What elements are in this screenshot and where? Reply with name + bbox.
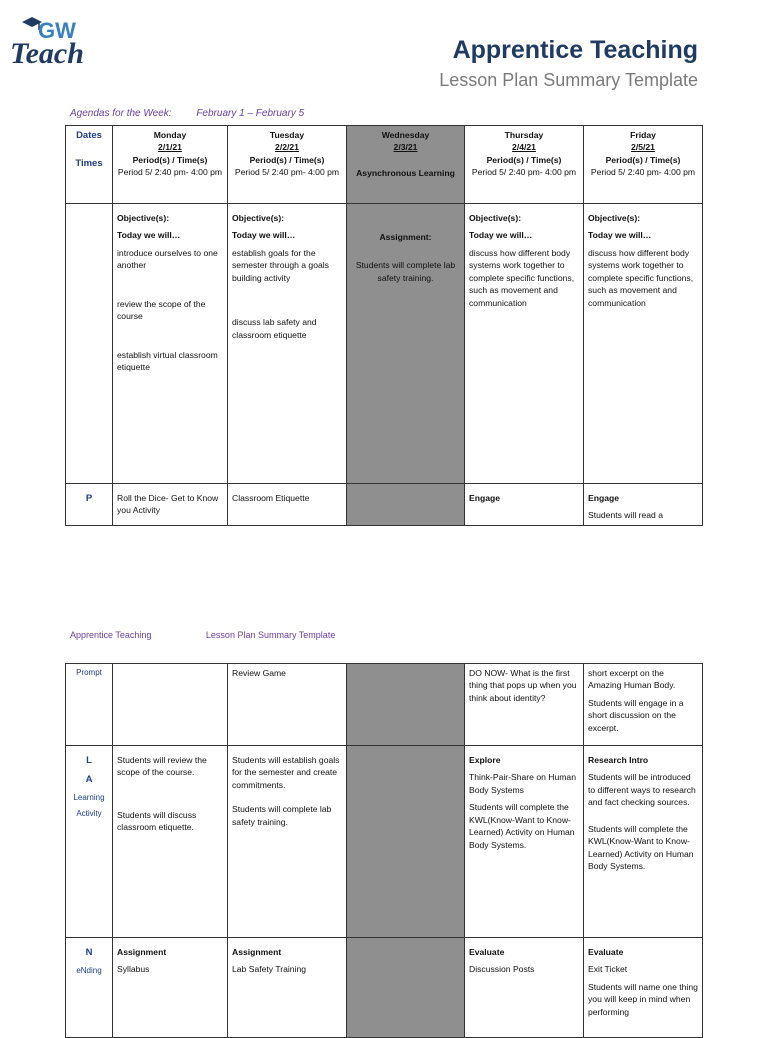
n-friday: Evaluate Exit Ticket Students will name one thing you will keep in mind when performing [584, 938, 703, 1038]
la-wednesday [347, 746, 465, 938]
n-wednesday [347, 938, 465, 1038]
table-row [66, 204, 703, 484]
n-monday: Assignment Syllabus [113, 938, 228, 1038]
prompt-row-label: Prompt [66, 664, 113, 746]
p-friday: Engage Students will read a [584, 484, 703, 526]
gw-teach-logo [8, 8, 104, 68]
prompt-tuesday: Review Game [228, 664, 347, 746]
lesson-plan-table-2 [65, 663, 703, 1038]
p-monday: Roll the Dice- Get to Know you Activity [113, 484, 228, 526]
table-row [66, 938, 703, 1038]
tuesday-objectives: Objective(s): Today we will… establish goals for the semester through a goals building activity discuss lab safety and classroom etiquette [228, 204, 347, 484]
table-row [66, 746, 703, 938]
p-row-label: P [66, 484, 113, 526]
n-thursday: Evaluate Discussion Posts [465, 938, 584, 1038]
thursday-objectives: Objective(s): Today we will… discuss how different body systems work together to complete specific functions, such as movement and communication [465, 204, 584, 484]
wednesday-header: Wednesday 2/3/21 Asynchronous Learning [347, 126, 465, 204]
la-thursday: Explore Think-Pair-Share on Human Body Systems Students will complete the KWL(Know-Want to Know-Learned) Activity on Human Body Systems. [465, 746, 584, 938]
p-wednesday [347, 484, 465, 526]
wednesday-objectives: Assignment: Students will complete lab safety training. [347, 204, 465, 484]
monday-header: Monday 2/1/21 Period(s) / Time(s) Period 5/ 2:40 pm- 4:00 pm [113, 126, 228, 204]
lesson-plan-table-1 [65, 125, 703, 526]
agenda-range: February 1 – February 5 [196, 108, 305, 119]
objective-row-label [66, 204, 113, 484]
la-monday: Students will review the scope of the course. Students will discuss classroom etiquette. [113, 746, 228, 938]
n-tuesday: Assignment Lab Safety Training [228, 938, 347, 1038]
la-tuesday: Students will establish goals for the semester and create commitments. Students will complete lab safety training. [228, 746, 347, 938]
page-title: Apprentice Teaching [452, 36, 698, 64]
p-tuesday: Classroom Etiquette [228, 484, 347, 526]
thursday-header: Thursday 2/4/21 Period(s) / Time(s) Period 5/ 2:40 pm- 4:00 pm [465, 126, 584, 204]
tuesday-header: Tuesday 2/2/21 Period(s) / Time(s) Period 5/ 2:40 pm- 4:00 pm [228, 126, 347, 204]
monday-objectives: Objective(s): Today we will… introduce ourselves to one another review the scope of the course establish virtual classroom etiquette [113, 204, 228, 484]
table-row [66, 664, 703, 746]
prompt-monday [113, 664, 228, 746]
prompt-thursday: DO NOW- What is the first thing that pops up when you think about identity? [465, 664, 584, 746]
p-thursday: Engage [465, 484, 584, 526]
dates-times-label: Dates Times [66, 126, 113, 204]
la-friday: Research Intro Students will be introduced to different ways to research and fact checking sources. Students will complete the KWL(Know-Want to Know-Learned) Activity on Human Body Systems. [584, 746, 703, 938]
friday-objectives: Objective(s): Today we will… discuss how different body systems work together to complete specific functions, such as movement and communication [584, 204, 703, 484]
table-row [66, 484, 703, 526]
ending-row-label: N eNding [66, 938, 113, 1038]
friday-header: Friday 2/5/21 Period(s) / Time(s) Period 5/ 2:40 pm- 4:00 pm [584, 126, 703, 204]
svg-text:GW: GW [38, 18, 76, 43]
page-footer: Apprentice Teaching Lesson Plan Summary Template [70, 630, 336, 640]
prompt-friday: short excerpt on the Amazing Human Body. Students will engage in a short discussion on the excerpt. [584, 664, 703, 746]
svg-text:Teach: Teach [10, 37, 84, 68]
agenda-line [70, 108, 304, 119]
learning-activity-label: L A Learning Activity [66, 746, 113, 938]
table-row [66, 126, 703, 204]
prompt-wednesday [347, 664, 465, 746]
agenda-label: Agendas for the Week: [70, 108, 172, 119]
page-subtitle: Lesson Plan Summary Template [439, 70, 698, 90]
